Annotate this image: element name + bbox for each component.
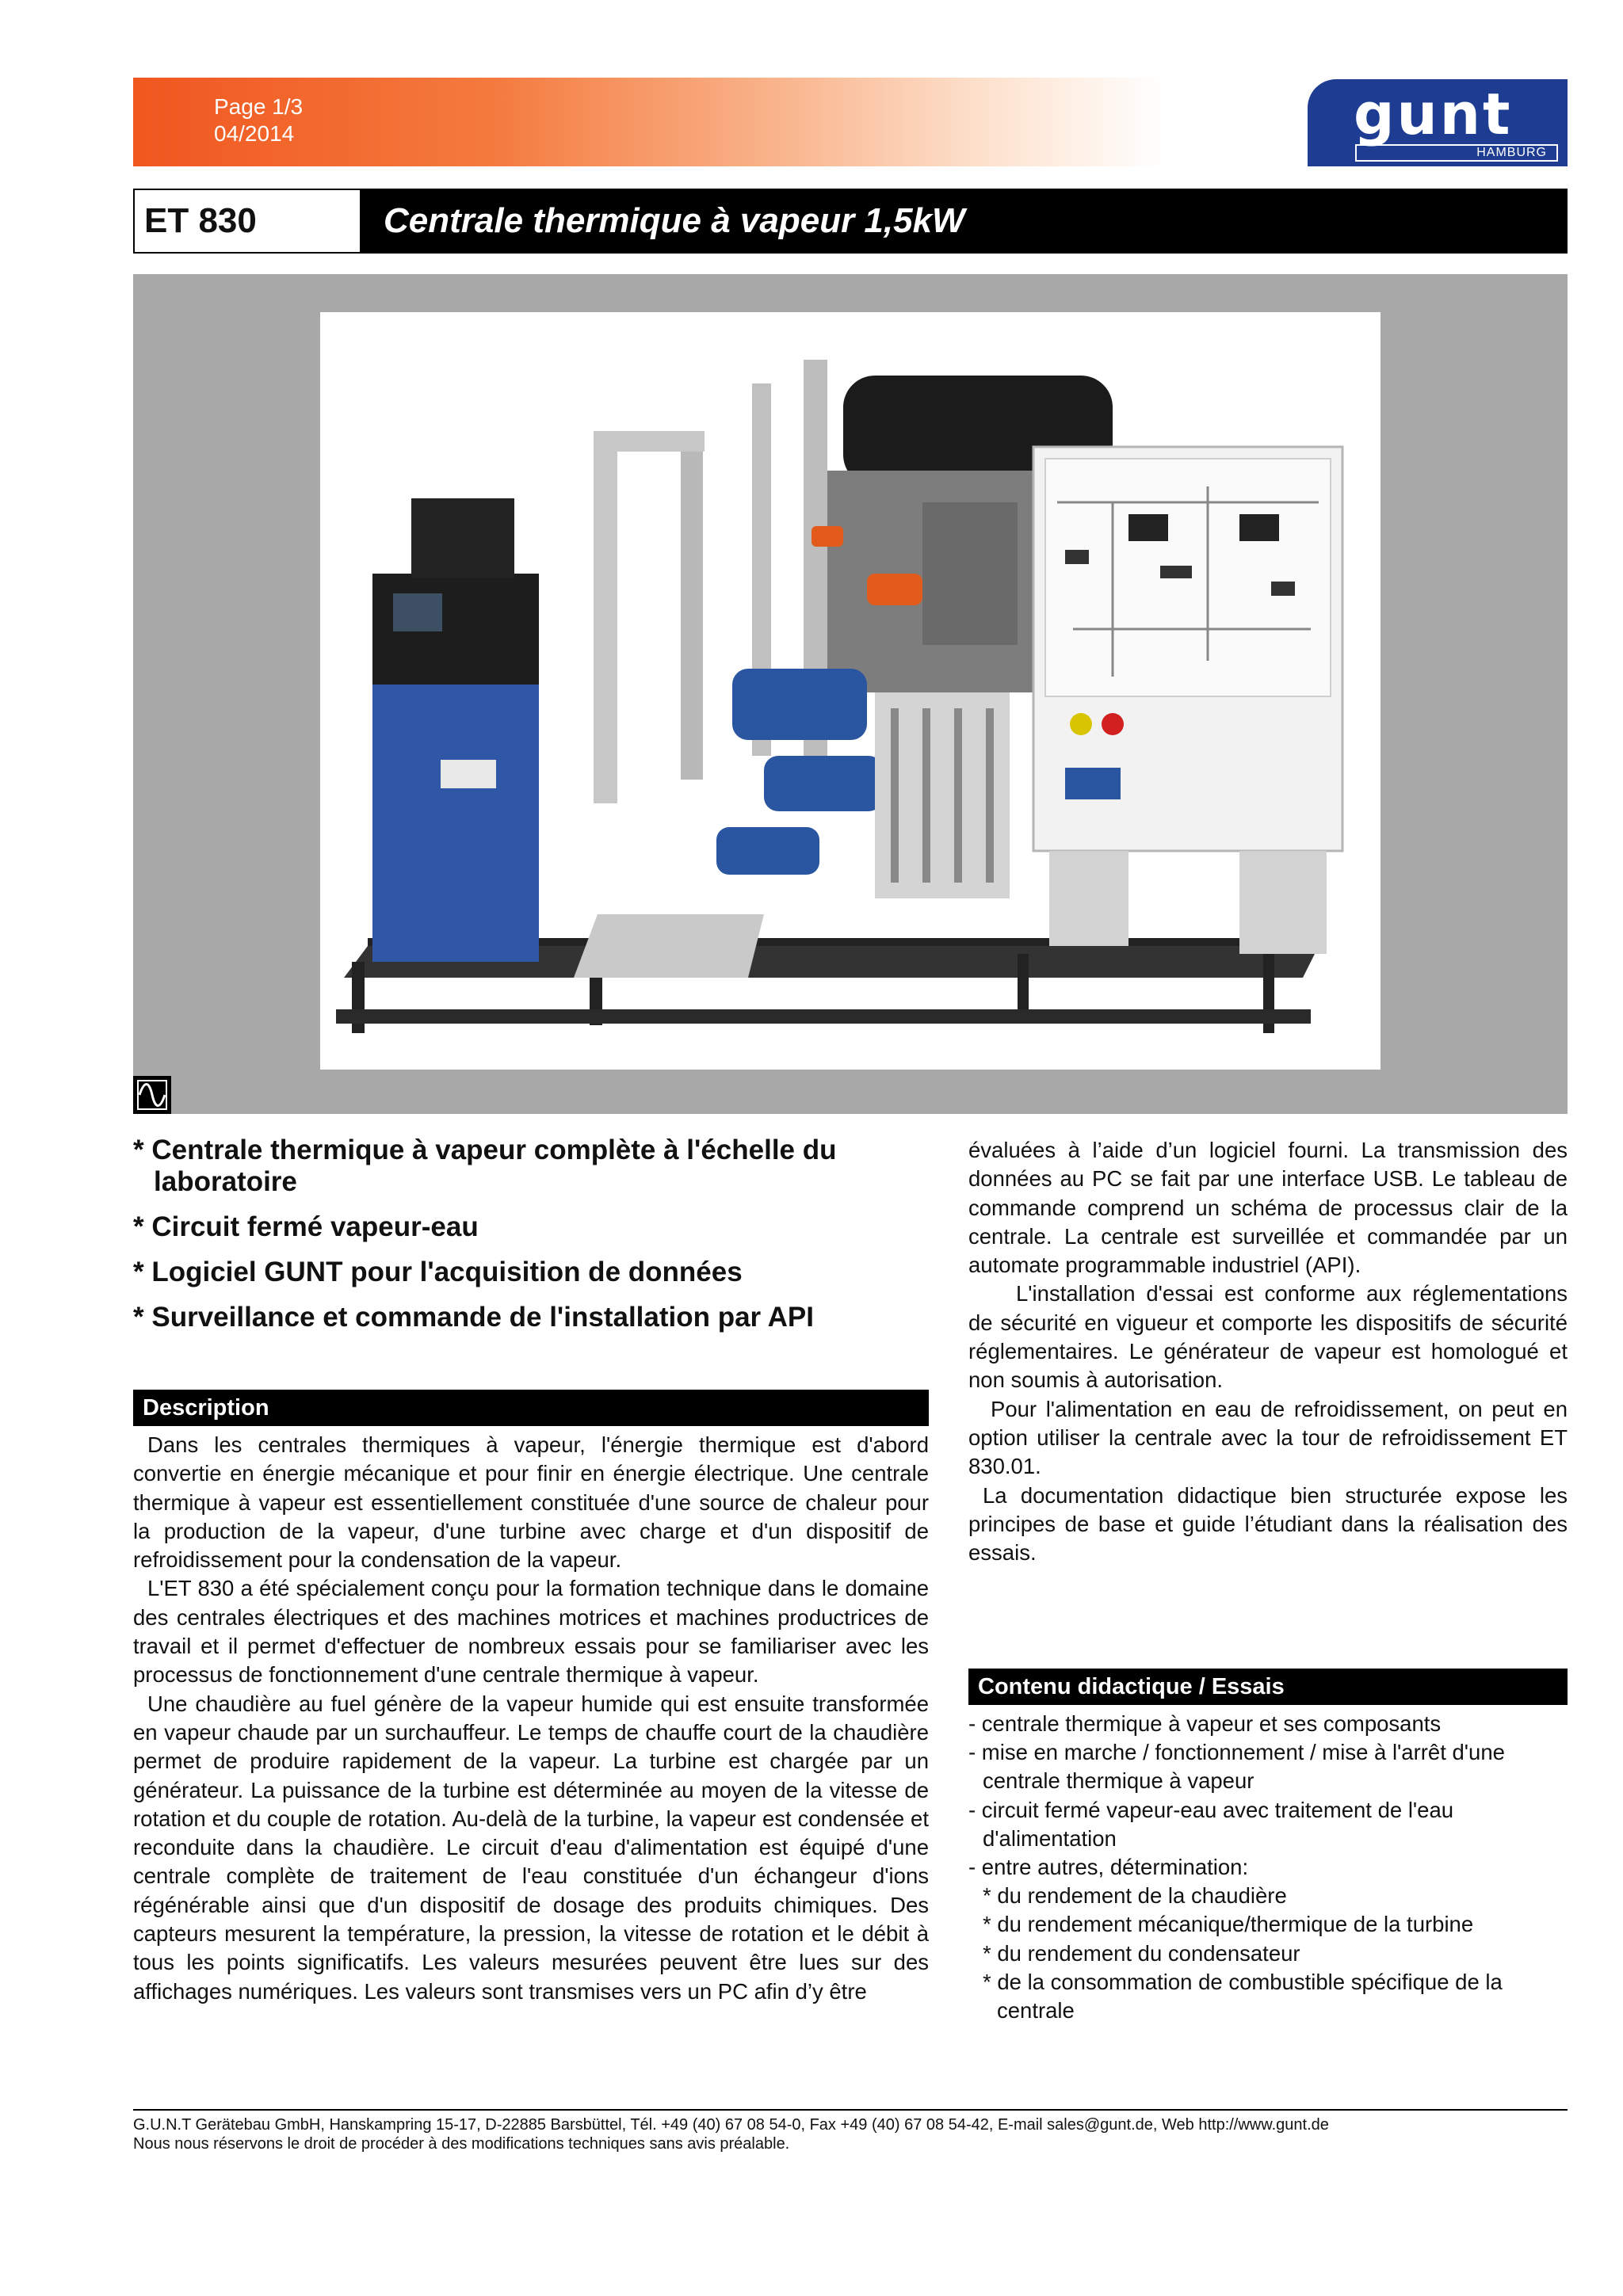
description-paragraph: L'ET 830 a été spécialement conçu pour la formation technique dans le domaine des centrales électriques et des machines motrices et machines productrices de travail et il permet d'effectuer de nombreux essais pour se familiariser avec les processus de fonctionnement d'une centrale thermique à vapeur. (133, 1576, 929, 1688)
footer-disclaimer: Nous nous réservons le droit de procéder à des modifications techniques sans avis préalable. (133, 2135, 790, 2153)
description-paragraph: Pour l'alimentation en eau de refroidissement, on peut en option utiliser la centrale avec la tour de refroidissement ET 830.01. (968, 1396, 1568, 1479)
contenu-heading: Contenu didactique / Essais (968, 1669, 1568, 1705)
contenu-sub-item: * de la consommation de combustible spécifique de la centrale (983, 1969, 1503, 2023)
description-paragraph: évaluées à l’aide d’un logiciel fourni. La transmission des données au PC se fait par une interface USB. Le tableau de commande comprend un schéma de processus clair de la centrale. La centrale est surveillée et commandée par un automate programmable industriel (API). (968, 1138, 1568, 1278)
description-heading: Description (133, 1390, 929, 1426)
description-paragraph: Une chaudière au fuel génère de la vapeur humide qui est ensuite transformée en vapeur chaude par un surchauffeur. Le temps de chauffe court de la chaudière permet de produire rapidement de la vapeur. La turbine est chargée par un générateur. La puissance de la turbine est déterminée au moyen de la vitesse de rotation et du couple de rotation. Au-delà de la turbine, la vapeur est condensée et reconduite dans la chaudière. Le circuit d'eau d'alimentation est équipé d'une centrale complète de traitement de l'eau constituée d'un échangeur d'ions régénérable ainsi que d'un dispositif de dosage des produits chimiques. Des capteurs mesurent la température, la pression, la vitesse de rotation et le débit à tous les points significatifs. Les valeurs mesurées peuvent être lues sur des affichages numériques. Les valeurs sont transmises vers un PC afin d’y être (133, 1691, 929, 2004)
footer-divider (133, 2109, 1568, 2111)
feature-bullet: * Surveillance et commande de l'installation par API (133, 1302, 814, 1333)
description-paragraph: Dans les centrales thermiques à vapeur, l'énergie thermique est d'abord convertie en énergie mécanique et pour finir en énergie électrique. Une centrale thermique à vapeur est essentiellement constituée d'une source de chaleur pour la production de la vapeur, d'une turbine avec charge et d'un dispositif de refroidissement pour la condensation de la vapeur. (133, 1432, 929, 1573)
feature-bullet: * Circuit fermé vapeur-eau (133, 1211, 479, 1242)
product-title: Centrale thermique à vapeur 1,5kW (360, 190, 1566, 252)
description-paragraph: La documentation didactique bien structurée expose les principes de base et guide l’étudiant dans la réalisation des essais. (968, 1482, 1568, 1566)
photo-frame (133, 274, 1568, 1114)
logo-text: gunt (1354, 81, 1513, 147)
logo-subtext: HAMBURG (1355, 144, 1558, 162)
product-photo (320, 312, 1381, 1070)
ac-signal-icon (133, 1076, 171, 1114)
description-body (133, 1431, 929, 2006)
feature-bullet: * Logiciel GUNT pour l'acquisition de données (133, 1257, 743, 1287)
feature-bullet: * Centrale thermique à vapeur complète à l'échelle du laboratoire (133, 1135, 837, 1197)
feature-bullets (133, 1135, 926, 1347)
contenu-item: - circuit fermé vapeur-eau avec traitement de l'eau d'alimentation (968, 1797, 1454, 1851)
contenu-item: - mise en marche / fonctionnement / mise à l'arrêt d'une centrale thermique à vapeur (968, 1740, 1505, 1794)
contenu-sub-item: * du rendement mécanique/thermique de la turbine (983, 1912, 1474, 1937)
product-code: ET 830 (144, 201, 257, 240)
contenu-list (968, 1710, 1568, 2025)
contenu-sub-item: * du rendement du condensateur (983, 1940, 1300, 1966)
page-info (214, 93, 303, 147)
steam-plant-illustration (320, 312, 1381, 1070)
gunt-logo (1308, 79, 1568, 166)
page-date: 04/2014 (214, 121, 295, 146)
contenu-sub-item: * du rendement de la chaudière (983, 1883, 1287, 1909)
description-paragraph: L'installation d'essai est conforme aux réglementations de sécurité en vigueur et comporte les dispositifs de sécurité réglementaires. Le générateur de vapeur est homologué et non soumis à autorisation. (968, 1281, 1568, 1393)
description-continued (968, 1136, 1568, 1567)
contenu-item: - entre autres, détermination: (968, 1855, 1249, 1880)
contenu-item: - centrale thermique à vapeur et ses composants (968, 1711, 1442, 1736)
footer-contact: G.U.N.T Gerätebau GmbH, Hanskampring 15-17, D-22885 Barsbüttel, Tél. +49 (40) 67 08 54-0, Fax +49 (40) 67 08 54-42, E-mail sales@gunt.de, Web http://www.gunt.de (133, 2116, 1329, 2134)
title-bar (133, 189, 1568, 254)
footer (133, 2115, 1568, 2153)
sine-wave-icon (133, 1076, 171, 1114)
page-number: Page 1/3 (214, 94, 304, 119)
